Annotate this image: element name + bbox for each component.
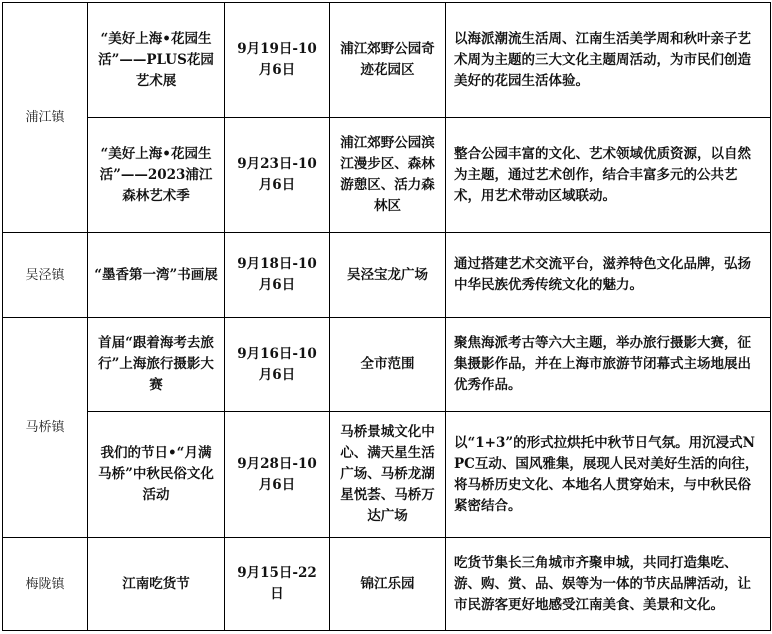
table-row [3, 412, 771, 538]
event-name-cell: “墨香第一湾”书画展 [88, 233, 225, 318]
description-cell: 聚焦海派考古等六大主题，举办旅行摄影大赛，征集摄影作品，并在上海市旅游节闭幕式主场地展出优秀作品。 [446, 318, 771, 412]
location-cell: 浦江郊野公园奇迹花园区 [330, 3, 446, 118]
date-cell: 9月15日-22日 [225, 538, 330, 631]
events-table [2, 2, 771, 631]
table-row [3, 538, 771, 631]
location-cell: 吴泾宝龙广场 [330, 233, 446, 318]
location-cell: 浦江郊野公园滨江漫步区、森林游憩区、活力森林区 [330, 118, 446, 233]
date-cell: 9月28日-10月6日 [225, 412, 330, 538]
description-cell: 整合公园丰富的文化、艺术领域优质资源，以自然为主题，通过艺术创作，结合丰富多元的公共艺术，用艺术带动区域联动。 [446, 118, 771, 233]
description-cell: 以海派潮流生活周、江南生活美学周和秋叶亲子艺术周为主题的三大文化主题周活动，为市民们创造美好的花园生活体验。 [446, 3, 771, 118]
description-cell: 以“1+3”的形式拉烘托中秋节日气氛。用沉浸式NPC互动、国风雅集，展现人民对美好生活的向往，将马桥历史文化、本地名人贯穿始末，与中秋民俗紧密结合。 [446, 412, 771, 538]
table-row [3, 3, 771, 118]
date-cell: 9月18日-10月6日 [225, 233, 330, 318]
location-cell: 马桥景城文化中心、满天星生活广场、马桥龙湖星悦荟、马桥万达广场 [330, 412, 446, 538]
town-cell: 马桥镇 [3, 318, 88, 538]
table-row [3, 318, 771, 412]
table-row [3, 118, 771, 233]
description-cell: 吃货节集长三角城市齐聚申城，共同打造集吃、游、购、赏、品、娱等为一体的节庆品牌活动，让市民游客更好地感受江南美食、美景和文化。 [446, 538, 771, 631]
date-cell: 9月23日-10月6日 [225, 118, 330, 233]
town-cell: 吴泾镇 [3, 233, 88, 318]
event-name-cell: 首届“跟着海考去旅行”上海旅行摄影大赛 [88, 318, 225, 412]
event-name-cell: “美好上海•花园生活”——PLUS花园艺术展 [88, 3, 225, 118]
table-row [3, 233, 771, 318]
date-cell: 9月16日-10月6日 [225, 318, 330, 412]
event-name-cell: 江南吃货节 [88, 538, 225, 631]
location-cell: 全市范围 [330, 318, 446, 412]
description-cell: 通过搭建艺术交流平台，滋养特色文化品牌，弘扬中华民族优秀传统文化的魅力。 [446, 233, 771, 318]
event-name-cell: “美好上海•花园生活”——2023浦江森林艺术季 [88, 118, 225, 233]
town-cell: 梅陇镇 [3, 538, 88, 631]
event-name-cell: 我们的节日•“月满马桥”中秋民俗文化活动 [88, 412, 225, 538]
location-cell: 锦江乐园 [330, 538, 446, 631]
date-cell: 9月19日-10月6日 [225, 3, 330, 118]
town-cell: 浦江镇 [3, 3, 88, 233]
